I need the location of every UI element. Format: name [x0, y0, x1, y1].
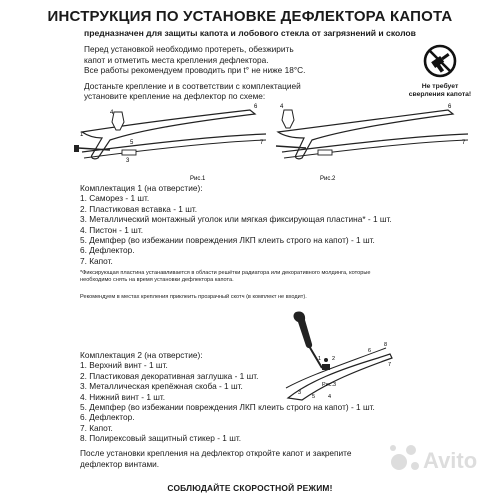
intro-line: Все работы рекомендуем проводить при t° не ниже 18°C. — [84, 65, 306, 76]
callout-number: 3 — [298, 390, 302, 396]
document-subtitle: предназначен для защиты капота и лобового стекла от загрязнений и сколов — [84, 28, 416, 38]
figure-caption: Рис.3 — [322, 382, 337, 388]
list-item: 6. Дефлектор. — [80, 412, 135, 423]
figure-caption: Рис.1 — [190, 176, 206, 182]
list-item: 2. Пластиковая вставка - 1 шт. — [80, 203, 198, 214]
list-item: 5. Демпфер (во избежании повреждения ЛКП клеить строго на капот) - 1 шт. — [80, 402, 375, 413]
damper-part — [122, 150, 136, 155]
callout-number: 1 — [80, 132, 84, 138]
closing-instruction — [80, 448, 410, 469]
deflector-shape — [82, 110, 255, 159]
intro-text — [84, 44, 384, 102]
figure-1-diagram — [70, 100, 270, 182]
deflector-shape — [278, 110, 453, 159]
kit-1-list — [80, 183, 400, 266]
screw-part — [276, 146, 306, 148]
intro-line: Перед установкой необходимо протереть, обезжирить — [84, 44, 294, 54]
tape-recommendation: Рекомендуем в местах крепления приклеить прозрачный скотч (в комплект не входит). — [80, 294, 307, 300]
list-item: 7. Капот. — [80, 255, 113, 266]
list-item: 3. Металлическая крепёжная скоба - 1 шт. — [80, 381, 243, 392]
callout-number: 4 — [110, 110, 114, 116]
figure-2-diagram — [272, 100, 472, 182]
list-item: 5. Демпфер (во избежании повреждения ЛКП клеить строго на капот) - 1 шт. — [80, 235, 375, 246]
callout-number: 5 — [130, 140, 134, 146]
no-drill-line: сверления капота! — [408, 91, 472, 98]
kit-heading: Комплектация 1 (на отверстие): — [80, 183, 203, 193]
list-item: 1. Верхний винт - 1 шт. — [80, 360, 168, 371]
kit-heading: Комплектация 2 (на отверстие): — [80, 350, 203, 360]
callout-number: 7 — [260, 140, 264, 146]
callout-number: 6 — [368, 348, 372, 354]
list-item: 4. Нижний винт - 1 шт. — [80, 391, 166, 402]
piston-part — [282, 110, 294, 128]
screw-part — [78, 148, 110, 150]
callout-number: 7 — [462, 140, 466, 146]
avito-logo-icon — [385, 438, 500, 478]
closing-line: дефлектор винтами. — [80, 458, 160, 469]
footnote-line: *Фиксирующая пластина устанавливается в области решётки радиатора или декоративного молдинга, которые — [80, 270, 371, 276]
document-title: ИНСТРУКЦИЯ ПО УСТАНОВКЕ ДЕФЛЕКТОРА КАПОТА — [47, 8, 453, 25]
speed-warning: СОБЛЮДАЙТЕ СКОРОСТНОЙ РЕЖИМ! — [167, 483, 333, 493]
damper-part — [318, 150, 332, 155]
callout-number: 4 — [280, 104, 284, 110]
callout-number: 1 — [318, 356, 322, 362]
list-item: 3. Металлический монтажный уголок или мягкая фиксирующая пластина* - 1 шт. — [80, 214, 392, 225]
avito-watermark — [385, 438, 500, 478]
callout-number: 3 — [126, 158, 130, 164]
no-drill-line: Не требует — [421, 83, 459, 90]
closing-line: После установки крепления на дефлектор откройте капот и закрепите — [80, 448, 352, 458]
watermark-text: Avito — [423, 448, 478, 473]
screw-head — [74, 145, 79, 152]
list-item: 1. Саморез - 1 шт. — [80, 193, 150, 204]
list-item: 2. Пластиковая декоративная заглушка - 1 шт. — [80, 370, 259, 381]
figure-caption: Рис.2 — [320, 176, 336, 182]
callout-number: 6 — [448, 104, 452, 110]
no-drill-icon — [423, 44, 457, 78]
list-item: 8. Полирексовый защитный стикер - 1 шт. — [80, 433, 242, 444]
kit-2-list — [80, 350, 400, 444]
intro-line: установите крепление на дефлектор по схеме: — [84, 91, 266, 102]
callout-number: 4 — [328, 394, 332, 400]
callout-number: 2 — [332, 356, 336, 362]
intro-line: капот и отметить места крепления дефлектора. — [84, 54, 269, 65]
list-item: 6. Дефлектор. — [80, 245, 135, 256]
list-item: 7. Капот. — [80, 422, 113, 433]
list-item: 4. Пистон - 1 шт. — [80, 224, 144, 235]
callout-number: 8 — [384, 342, 388, 348]
callout-number: 6 — [254, 104, 258, 110]
callout-number: 7 — [388, 362, 392, 368]
footnote-line: необходимо снять на время установки дефлектора капота. — [80, 277, 234, 284]
callout-number: 5 — [312, 394, 316, 400]
footnote — [80, 270, 410, 284]
intro-line: Достаньте крепление и в соответствии с комплектацией — [84, 80, 301, 91]
